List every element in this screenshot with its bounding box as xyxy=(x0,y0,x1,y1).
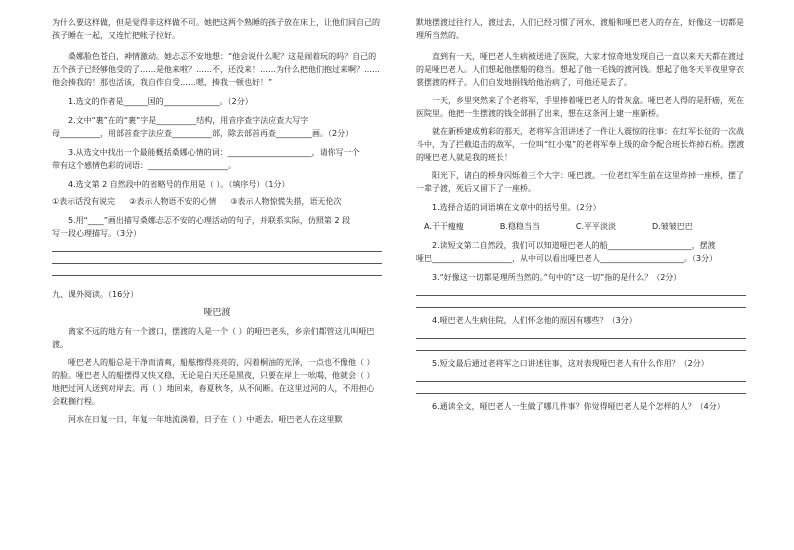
answer-line[interactable] xyxy=(416,380,746,382)
question-5: 5.短文最后通过老将军之口讲述往事，这对表现哑巴老人有什么作用？（2分） xyxy=(432,359,709,368)
answer-line[interactable] xyxy=(416,306,746,308)
option-c: C.平平淡淡 xyxy=(575,222,617,231)
option-a: A.干干瘦瘦 xyxy=(424,222,464,231)
question-2-line-2: 母__________，用部首查字法应查__________部，除去部首再查_________画。（2分） xyxy=(52,129,354,138)
story-paragraph: 直到有一天，哑巴老人生病被送进了医院，大家才惊奇地发现自己一直以来天天都在渡过的是哑巴老人。人们想起他摆船的稳当。想起了他一毛钱的渡河钱。想起了他冬天半夜里穿衣裳摆渡的样子。人们自发地捐钱给他治病了，可他还是去了。 xyxy=(416,52,744,87)
right-column xyxy=(416,16,746,413)
answer-line[interactable] xyxy=(52,274,382,276)
question-3: 3.“好像这一切都是理所当然的。”句中的“这一切”指的是什么？（2分） xyxy=(432,273,682,282)
passage-paragraph: 为什么要这样做，但是觉得非这样做不可。她把这两个熟睡的孩子放在床上，让他们同自己的孩子睡在一起，又连忙把帐子拉好。 xyxy=(52,18,380,40)
question-6: 6.通读全文，哑巴老人一生做了哪几件事？你觉得哑巴老人是个怎样的人？（4分） xyxy=(432,402,725,411)
story-paragraph: 哑巴老人的船总是干净而清爽，船舷擦得亮亮的，闪着桐油的光泽，一点也不像他（ ）的脸。哑巴老人的船摆得又快又稳，无论是白天还是黑夜，只要在岸上一吆喝，他就会（ ）地把过河人送到对岸去。再（ ）地回来，春夏秋冬，从不间断。在这里过河的人，不用担心会耽搁行程。 xyxy=(52,358,375,406)
story-title: 哑巴渡 xyxy=(203,308,231,318)
question-5-line-1: 5.用“____”画出描写桑娜忐忑不安的心理活动的句子，并联系实际，仿照第 2 段 xyxy=(68,216,351,225)
story-paragraph: 就在新桥建成剪彩的那天，老将军含泪讲述了一件让人震惊的往事：在红军长征的一次战斗中，为了拦截追击的敌军，一位叫“红小鬼”的老将军奉上级的命令配合班长炸掉石桥。摆渡的哑巴老人就是我的班长！ xyxy=(416,127,745,162)
question-1: 1.选择合适的词语填在文章中的括号里。（2分） xyxy=(432,203,601,212)
option-1: ①表示话没有说完 xyxy=(52,197,116,206)
answer-line[interactable] xyxy=(52,262,382,264)
question-3-line-2: 带有这个感情色彩的词语：____________________。 xyxy=(52,161,236,170)
story-paragraph: 一天，乡里突然来了个老将军，手里捧着哑巴老人的骨灰盒。哑巴老人得的是肝癌，死在医院里。他把一生摆渡的钱全部捐了出来，想在这条河上建一座新桥。 xyxy=(416,96,744,118)
passage-paragraph: 桑娜脸色苍白，神情激动。她忐忑不安地想：“他会说什么呢？这是闹着玩的吗？自己的五个孩子已经够他受的了……是他来啦？……不，还没来！……为什么把他们抱过来啊？……他会揍我的！那也活该，我自作自受……嗯，揍我一顿也好！” xyxy=(52,52,380,87)
story-paragraph: 河水在日复一日，年复一年地流淌着，日子在（ ）中逝去。哑巴老人在这里默 xyxy=(68,415,343,424)
question-4-options xyxy=(52,195,382,208)
story-paragraph: 阳光下，诸白的桥身闪烁着三个大字：哑巴渡。一位老红军生前在这里炸掉一座桥，摆了一辈子渡，死后又留下了一座桥。 xyxy=(416,171,744,193)
section-heading: 九、课外阅读。（16分） xyxy=(52,290,139,299)
question-4: 4.哑巴老人生病住院，人们怀念他的原因有哪些？（3分） xyxy=(432,316,637,325)
story-paragraph: 离家不远的地方有一个渡口，摆渡的人是一个（ ）的哑巴老头，乡亲们都管这儿叫哑巴渡。 xyxy=(52,327,375,349)
question-1-options xyxy=(424,220,746,233)
question-2-line-1: 2.读短文第二自然段，我们可以知道哑巴老人的船_____________________，摆渡 xyxy=(432,241,716,250)
option-d: D.皱皱巴巴 xyxy=(652,222,693,231)
left-column xyxy=(52,16,382,431)
question-2-line-1: 2.文中“裹”在的“裹”字是__________结构，用音序查字法应查大写字 xyxy=(68,116,309,125)
story-paragraph: 默地摆渡过往行人，渡过去，人们已经习惯了河水、渡船和哑巴老人的存在，好像这一切都是理所当然的。 xyxy=(416,18,744,40)
answer-line[interactable] xyxy=(416,392,746,394)
option-3: ③表示人物惊慌失措，语无伦次 xyxy=(230,197,342,206)
question-2-line-2: 哑巴____________________，从中可以看出哑巴老人_____________________。（3分） xyxy=(416,254,718,263)
question-1: 1.选文的作者是______国的______________。（2分） xyxy=(68,97,253,106)
option-b: B.稳稳当当 xyxy=(499,222,540,231)
question-5-line-2: 写一段心理描写。（3分） xyxy=(52,229,142,238)
question-3-line-1: 3.从选文中找出一个最能概括桑娜心情的词：_____________________，请你写一个 xyxy=(68,148,360,157)
answer-line[interactable] xyxy=(416,294,746,296)
answer-line[interactable] xyxy=(52,250,382,252)
answer-line[interactable] xyxy=(416,337,746,339)
option-2: ②表示人物语不安的心情 xyxy=(129,197,217,206)
answer-line[interactable] xyxy=(416,349,746,351)
question-4: 4.选文第 2 自然段中的省略号的作用是（ ）。（填序号）（1分） xyxy=(68,180,290,189)
